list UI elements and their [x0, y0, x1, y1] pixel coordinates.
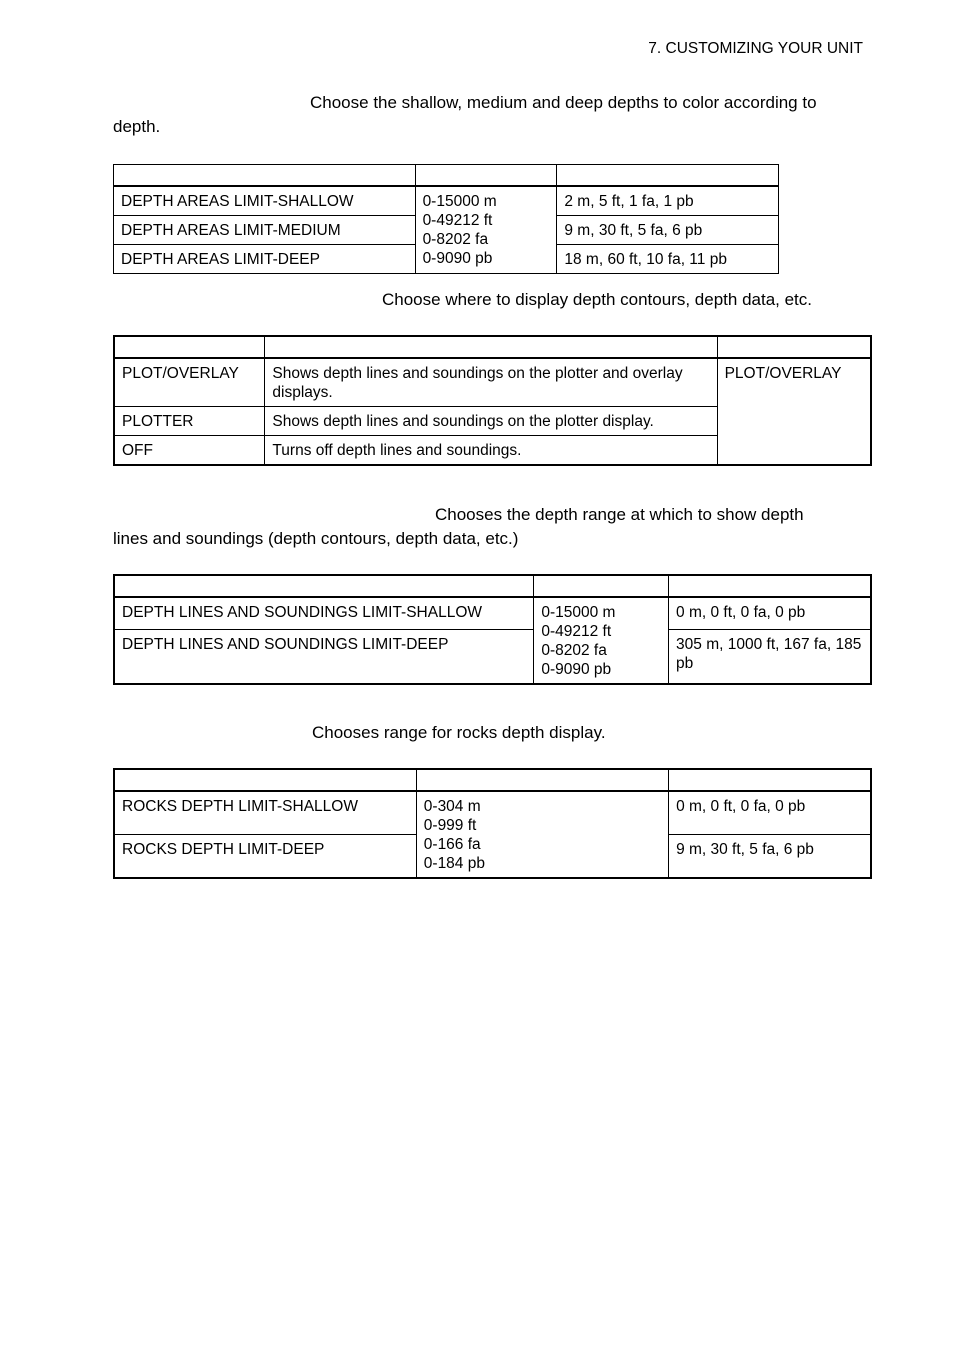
table-header-row	[114, 769, 871, 791]
header-cell	[114, 575, 534, 597]
section-header: 7. CUSTOMIZING YOUR UNIT	[648, 40, 863, 57]
description-cell: Shows depth lines and soundings on the plotter and overlay displays.	[265, 358, 717, 407]
table-header-row	[114, 336, 871, 358]
table-header-row	[114, 575, 871, 597]
range-cell	[415, 186, 557, 274]
default-cell: 18 m, 60 ft, 10 fa, 11 pb	[557, 245, 779, 274]
depth-lines-intro-line1: Chooses the depth range at which to show depth	[435, 505, 804, 524]
range-line: 0-9090 pb	[422, 250, 493, 267]
header-cell	[265, 336, 717, 358]
range-line: 0-999 ft	[423, 817, 477, 834]
table-row	[114, 791, 871, 835]
range-line: 0-304 m	[423, 798, 481, 815]
depth-areas-intro-line2: depth.	[113, 117, 161, 136]
range-cell	[534, 597, 669, 684]
option-cell: PLOT/OVERLAY	[114, 358, 265, 407]
default-cell: 9 m, 30 ft, 5 fa, 6 pb	[557, 216, 779, 245]
header-cell	[534, 575, 669, 597]
header-cell	[114, 769, 416, 791]
item-cell: DEPTH LINES AND SOUNDINGS LIMIT-SHALLOW	[114, 597, 534, 630]
default-cell: 2 m, 5 ft, 1 fa, 1 pb	[557, 186, 779, 216]
depth-areas-intro-line1: Choose the shallow, medium and deep depths to color according to	[310, 93, 817, 112]
table-row	[114, 358, 871, 407]
default-cell: 9 m, 30 ft, 5 fa, 6 pb	[669, 835, 871, 879]
depth-lines-intro-line2: lines and soundings (depth contours, depth data, etc.)	[113, 529, 519, 548]
default-cell: 305 m, 1000 ft, 167 fa, 185 pb	[669, 630, 871, 684]
item-cell: DEPTH AREAS LIMIT-MEDIUM	[114, 216, 416, 245]
range-line: 0-15000 m	[422, 193, 497, 210]
range-line: 0-15000 m	[541, 604, 616, 621]
range-line: 0-8202 fa	[541, 642, 607, 659]
display-location-table	[113, 335, 872, 466]
header-cell	[114, 165, 416, 187]
range-line: 0-184 pb	[423, 855, 485, 872]
item-cell: ROCKS DEPTH LIMIT-DEEP	[114, 835, 416, 879]
depth-areas-table	[113, 164, 779, 274]
range-line: 0-9090 pb	[541, 661, 612, 678]
header-cell	[669, 575, 871, 597]
display-location-intro-line: Choose where to display depth contours, depth data, etc.	[382, 290, 812, 309]
display-location-intro	[113, 288, 863, 312]
option-cell: PLOTTER	[114, 407, 265, 436]
default-cell: PLOT/OVERLAY	[717, 358, 871, 465]
option-cell: OFF	[114, 436, 265, 466]
range-cell	[416, 791, 668, 878]
header-cell	[669, 769, 871, 791]
depth-lines-intro	[113, 503, 863, 551]
description-cell: Turns off depth lines and soundings.	[265, 436, 717, 466]
header-cell	[557, 165, 779, 187]
header-cell	[415, 165, 557, 187]
default-cell: 0 m, 0 ft, 0 fa, 0 pb	[669, 791, 871, 835]
table-row	[114, 186, 779, 216]
item-cell: DEPTH AREAS LIMIT-DEEP	[114, 245, 416, 274]
depth-areas-intro	[113, 91, 863, 139]
rocks-intro-line: Chooses range for rocks depth display.	[312, 723, 606, 742]
item-cell: ROCKS DEPTH LIMIT-SHALLOW	[114, 791, 416, 835]
header-cell	[114, 336, 265, 358]
range-line: 0-8202 fa	[422, 231, 489, 248]
default-cell: 0 m, 0 ft, 0 fa, 0 pb	[669, 597, 871, 630]
header-cell	[717, 336, 871, 358]
item-cell: DEPTH LINES AND SOUNDINGS LIMIT-DEEP	[114, 630, 534, 684]
range-line: 0-49212 ft	[422, 212, 493, 229]
item-cell: DEPTH AREAS LIMIT-SHALLOW	[114, 186, 416, 216]
rocks-intro	[113, 721, 863, 745]
depth-lines-table	[113, 574, 872, 685]
table-row	[114, 597, 871, 630]
table-row	[114, 630, 871, 684]
range-line: 0-49212 ft	[541, 623, 612, 640]
header-cell	[416, 769, 668, 791]
rocks-table	[113, 768, 872, 879]
range-line: 0-166 fa	[423, 836, 481, 853]
description-cell: Shows depth lines and soundings on the plotter display.	[265, 407, 717, 436]
table-header-row	[114, 165, 779, 187]
